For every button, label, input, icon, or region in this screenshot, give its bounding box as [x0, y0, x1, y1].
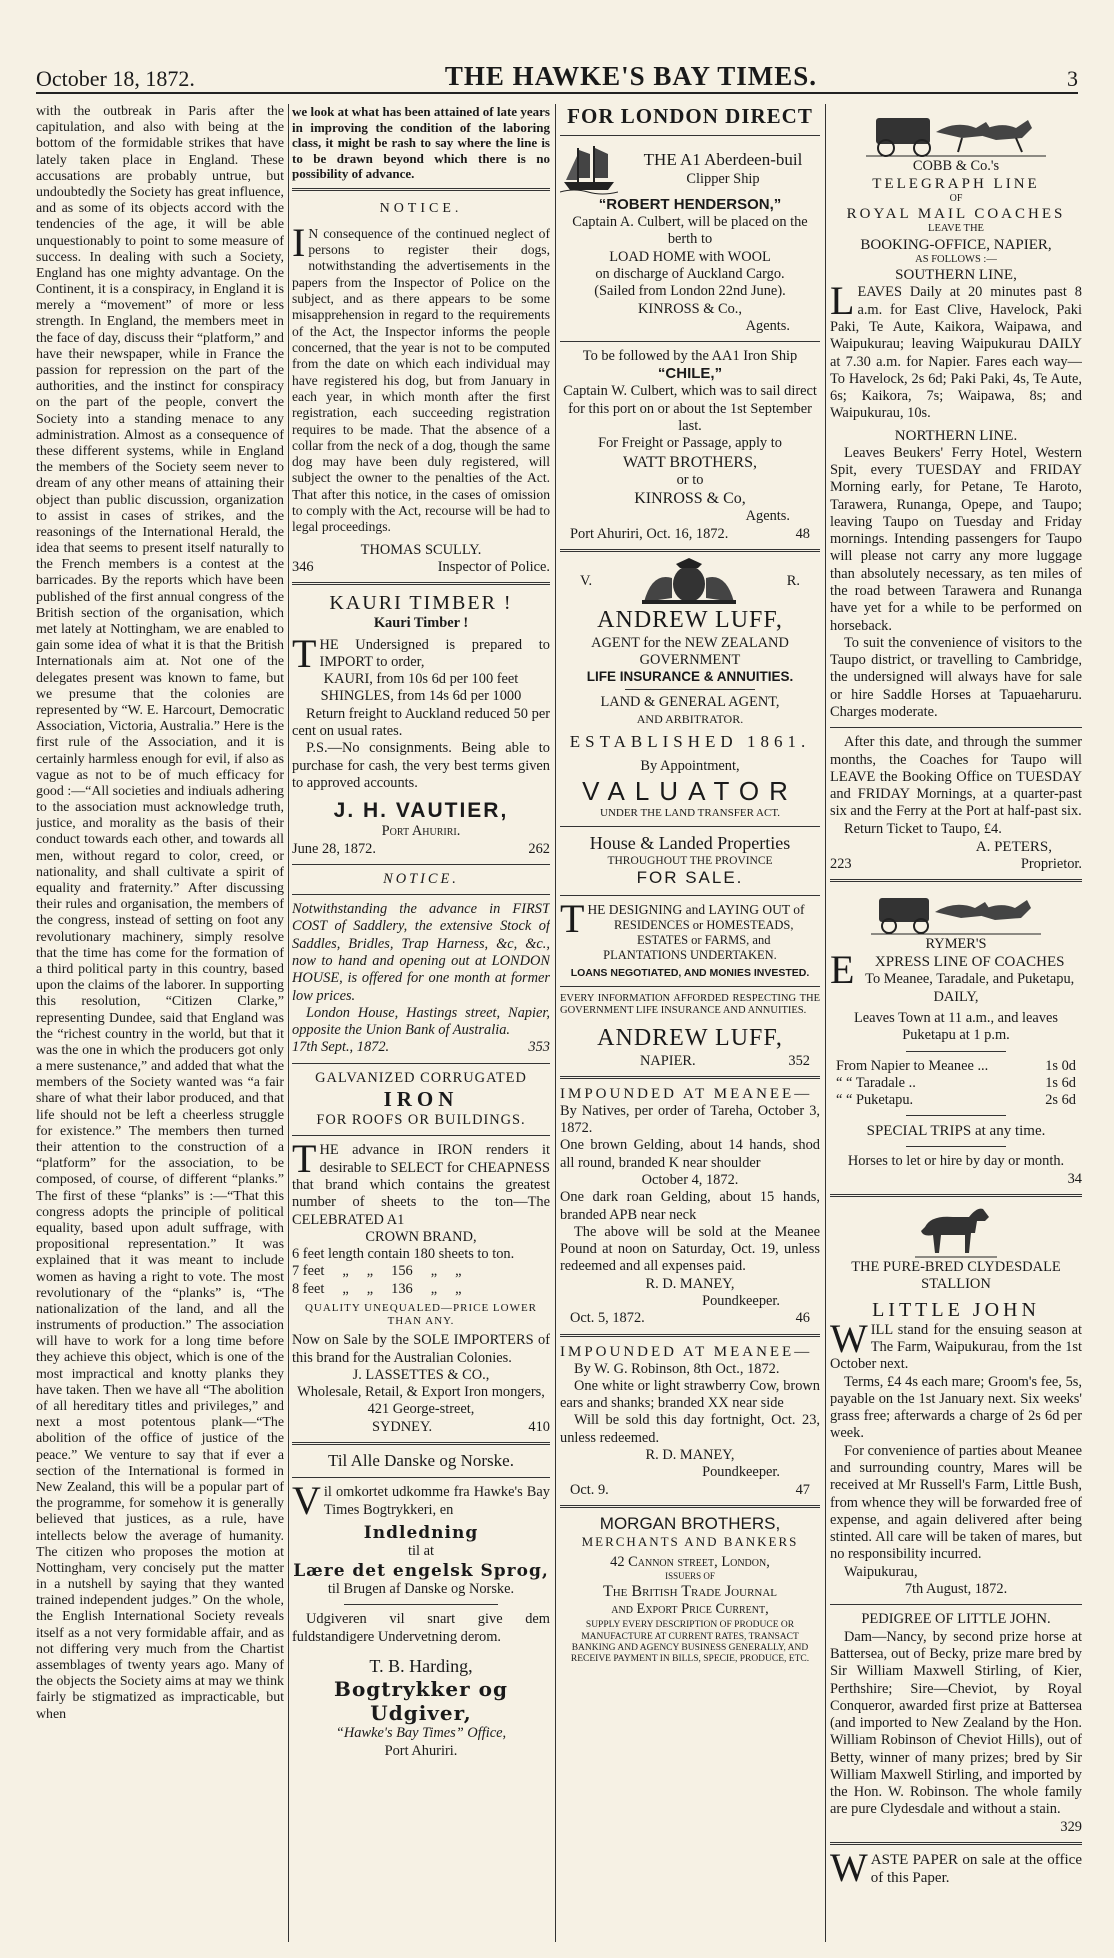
ad-number: 346 [292, 558, 314, 575]
divider [292, 188, 550, 191]
pedigree-heading: PEDIGREE OF LITTLE JOHN. [861, 1611, 1051, 1628]
issue-date: October 18, 1872. [36, 66, 195, 91]
ad-heading: TELEGRAPH LINE [872, 176, 1040, 193]
divider [560, 826, 820, 827]
ad-number: 47 [795, 1481, 810, 1498]
agent-line: RESIDENCES or HOMESTEADS, ESTATES or FARMS, and [613, 918, 794, 948]
notice-body: Udgiveren vil snart give dem fuldstandigere Undervetning derom. [292, 1611, 550, 1645]
printer-name: T. B. Harding, [369, 1655, 473, 1676]
agent-line: AND ARBITRATOR. [636, 711, 744, 726]
ad-address: 42 Cannon street, London, [610, 1553, 770, 1570]
ship-class: Clipper Ship [686, 170, 760, 187]
column-4 [830, 104, 1082, 1942]
ad-subheading: Kauri Timber ! [373, 615, 469, 632]
route-heading: NORTHERN LINE. [894, 427, 1018, 444]
ad-heading: BOOKING-OFFICE, NAPIER, [860, 236, 1052, 253]
notice-signatory: R. D. MANEY, [645, 1275, 735, 1292]
ad-line: FOR ROOFS OR BUILDINGS. [316, 1112, 526, 1129]
ad-number: 48 [795, 525, 810, 542]
ad-line: LEAVE THE [928, 223, 984, 235]
cobb-coaches-ad [830, 106, 1082, 873]
ship-line: (Sailed from London 22nd June). [594, 283, 786, 300]
notice-signatory: R. D. MANEY, [645, 1446, 735, 1463]
ad-number: 410 [528, 1418, 550, 1435]
divider [560, 341, 820, 342]
notice-line: til Brugen af Danske og Norske. [327, 1581, 515, 1597]
valuator-heading: VALUATOR [582, 775, 798, 806]
advertiser-name: J. LASSETTES & CO., [352, 1366, 490, 1383]
divider [560, 1076, 820, 1079]
notice-date: 17th Sept., 1872. [292, 1039, 390, 1056]
ad-number: 352 [788, 1052, 810, 1069]
notice-line: October 4, 1872. [641, 1172, 739, 1188]
iron-ad [292, 1070, 550, 1436]
rymers-coaches-ad [830, 888, 1082, 1188]
advertiser-name: J. H. VAUTIER, [333, 799, 509, 823]
ship-intro: THE A1 Aberdeen-buil [643, 150, 803, 170]
divider [292, 582, 550, 585]
route-heading: SOUTHERN LINE, [895, 267, 1017, 284]
divider [292, 1442, 550, 1445]
ship-line: LOAD HOME with WOOL [609, 248, 771, 265]
fare-row: “ “ Taradale .. 1s 6d [836, 1074, 1076, 1091]
notice-line: One brown Gelding, about 14 hands, shod all round, branded K near shoulder [560, 1137, 820, 1171]
notice-line: The above will be sold at the Meanee Pound at noon on Saturday, Oct. 19, unless redeemed and all expenses paid. [560, 1223, 820, 1275]
ad-line: The British Trade Journal [602, 1582, 778, 1600]
divider [625, 689, 755, 690]
advertiser-name: ANDREW LUFF, [597, 1024, 783, 1051]
ad-body: SUPPLY EVERY DESCRIPTION OF PRODUCE OR MANUFACTURE AT CURRENT RATES, TRANSACT BANKING AND AGENCY BUSINESS GENERALLY, AND RECEIVE PAYMENT IN BILLS, SPECIE, PRODUCE, ETC. [570, 1620, 810, 1665]
agent-line: LOANS NEGOTIATED, AND MONIES INVESTED. [570, 967, 810, 980]
notice-title: Indledning [363, 1522, 479, 1543]
article-end: we look at what has been attained of late years in improving the condition of the laboring class, it might be rash to say where the line is to be drawn beyond which there is no possibility of advance. [292, 104, 550, 182]
advertiser-name: ANDREW LUFF, [597, 606, 783, 633]
table-row: 8 feet „ „ 136 „ „ [292, 1280, 462, 1297]
column-1 [36, 104, 284, 1942]
masthead [36, 52, 1078, 94]
notice-title: Lære det engelsk Sprog, [293, 1560, 549, 1581]
notice-heading: NOTICE. [383, 870, 459, 887]
proprietor-name: A. PETERS, [975, 838, 1052, 855]
divider [906, 1115, 1007, 1116]
divider [560, 895, 820, 896]
horse-icon [911, 1203, 1001, 1259]
royal-crest-icon [634, 558, 744, 606]
ad-heading: House & Landed Properties [589, 833, 791, 854]
notice-date: Oct. 9. [570, 1481, 609, 1498]
quality-line: QUALITY UNEQUALED—PRICE LOWER THAN ANY. [304, 1301, 538, 1328]
fare-row: From Napier to Meanee ... 1s 0d [836, 1057, 1076, 1074]
agent-line: THE DESIGNING and LAYING OUT of [560, 895, 805, 941]
divider [830, 1604, 1082, 1605]
notice-date: Oct. 5, 1872. [570, 1310, 645, 1327]
divider [830, 1194, 1082, 1197]
column-divider [288, 104, 289, 1942]
ad-line: Horses to let or hire by day or month. [847, 1153, 1065, 1170]
divider [560, 1505, 820, 1508]
agent-line: THROUGHOUT THE PROVINCE [607, 854, 773, 867]
notice-intro: Vil omkortet udkomme fra Hawke's Bay Times Bogtrykkeri, en [292, 1478, 550, 1524]
ad-date: June 28, 1872. [292, 840, 376, 857]
agent-name: WATT BROTHERS, [623, 453, 757, 471]
ad-body: THE advance in IRON renders it desirable to SELECT for CHEAPNESS that brand which contains the greatest number of sheets to the ton—The CELEBRATED A1 [292, 1136, 550, 1228]
royal-initial: R. [786, 573, 800, 590]
ad-body: Terms, £4 4s each mare; Groom's fee, 5s, payable on the 1st January next. Six weeks' grass free; afterwards a charge of 2s 6d per week. [830, 1373, 1082, 1442]
notice-heading: Til Alle Danske og Norske. [328, 1450, 514, 1470]
impounded-notice-2 [560, 1343, 820, 1499]
signatory-role: Poundkeeper. [702, 1292, 780, 1309]
notice-body: IN consequence of the continued neglect of persons to register their dogs, notwithstanding the advertisements in the papers from the Inspector of Police on the subject, and as there appears to be some misapprehension in regard to the requirements of the Act, the Inspector informs the people concerned, that the year is not to be computed from the date on which each individual may have registered his dog, but from January in each year, in which month after the first registration, each succeeding registration requires to be made. That the absence of a collar from the neck of a dog, though the same dog may have been duly registered, will subject the owner to the penalties of the Act. That after this notice, in the cases of omission to comply with the Act, recourse will be had to legal proceedings. [292, 219, 550, 535]
divider [292, 1063, 550, 1064]
notice-body: Notwithstanding the advance in FIRST COST of Saddlery, the extensive Stock of Saddles, Bridles, Trap Harness, &c, &c., now to hand and opening out at LONDON HOUSE, is offered for one month at former low prices. [292, 901, 550, 1004]
ad-intro: THE Undersigned is prepared to IMPORT to order, [292, 630, 550, 676]
ship-body: Captain A. Culbert, will be placed on the berth to [572, 214, 808, 248]
stallion-name: LITTLE JOHN [872, 1298, 1040, 1321]
ad-body: Return freight to Auckland reduced 50 per cent on usual rates. [292, 705, 550, 739]
page-number: 3 [1066, 66, 1078, 91]
advertiser-place: Port Ahuriri. [381, 823, 461, 840]
ad-line: OF [949, 193, 963, 205]
agent-line: EVERY INFORMATION AFFORDED RESPECTING THE GOVERNMENT LIFE INSURANCE AND ANNUITIES. [560, 992, 820, 1017]
printer-title: Bogtrykker og Udgiver, [334, 1677, 508, 1726]
column-divider [555, 104, 556, 1942]
advertiser-address: Wholesale, Retail, & Export Iron mongers, 421 George-street, [297, 1384, 545, 1418]
price-line: KAURI, from 10s 6d per 100 feet [323, 671, 519, 688]
agent-name: KINROSS & Co., [638, 300, 742, 317]
divider [830, 727, 1082, 728]
little-john-ad [830, 1203, 1082, 1836]
column-3 [560, 104, 820, 1942]
ad-heading: THE PURE-BRED CLYDESDALE STALLION [851, 1259, 1061, 1293]
table-row: 6 feet length contain 180 sheets to ton. [292, 1246, 515, 1263]
ship-name: “ROBERT HENDERSON,” [598, 196, 782, 214]
pedigree-body: Dam—Nancy, by second prize horse at Battersea, out of Becky, prize mare bred by Sir William Maxwell Stirling, of Kier, Perthshire; Sire—Cheviot, by Royal Conqueror, awarded first prize at Battersea (and imported to New Zealand by the Hon. William Robinson of Cheviot Hills), out of Betty, winner of many prizes; bred by Sir William Maxwell Stirling, and imported by the Hon. W. Robinson. The whole family are pure Clydesdale and without a stain. [830, 1628, 1082, 1818]
ad-number: 46 [795, 1310, 810, 1327]
brand-name: CROWN BRAND, [365, 1228, 477, 1245]
divider [906, 1051, 1007, 1052]
signatory-role: Inspector of Police. [437, 558, 550, 575]
ship-name: “CHILE,” [657, 365, 723, 383]
waste-paper-notice: WASTE PAPER on sale at the office of this Paper. [830, 1845, 1082, 1891]
ad-number: 262 [528, 840, 550, 857]
divider [560, 1334, 820, 1337]
sale-line: Now on Sale by the SOLE IMPORTERS of this brand for the Australian Colonies. [292, 1332, 550, 1366]
divider [344, 1604, 499, 1605]
divider [906, 1146, 1007, 1147]
ship-line: For Freight or Passage, apply to [598, 435, 782, 452]
ad-line: AS FOLLOWS :— [915, 253, 997, 265]
notice-heading: NOTICE. [379, 200, 463, 216]
notice-line: One dark roan Gelding, about 15 hands, branded APB near neck [560, 1189, 820, 1223]
divider [560, 549, 820, 552]
ad-heading: FOR LONDON DIRECT [567, 104, 813, 128]
agent-role: Agents. [745, 317, 790, 334]
route-line: Return Ticket to Taupo, £4. [844, 820, 1002, 837]
ad-postscript: P.S.—No consignments. Being able to purchase for cash, the very best terms given to approved accounts. [292, 740, 550, 791]
established-line: ESTABLISHED 1861. [569, 732, 811, 751]
agent-name: KINROSS & Co, [634, 490, 746, 508]
article-text: with the outbreak in Paris after the capitulation, and also with being at the bottom of the formidable strikes that have lately taken place in England. These accusations are probably untrue, but undoubtedly the Society has great influence, and as some of its objects accord with the tendencies of the age, it will be able unquestionably to point to some measure of success. In dealing with such a Society, England has one mighty advantage. On the Continent, it is a conspiracy, in England it is merely a “movement” of more or less strength. In England, the members meet in the face of day, discuss their “platform,” and have their newspaper, while in France the passion for repression on the part of the authorities, and the instinct for conspiracy on the part of the people, convert the Society into a standing menace to any administration. Almost as a consequence of these different systems, while in England the members of the Society seem never to dream of any other means of attaining their object than public discussion, organization to assist in cases of strikes, and the reasonings of the International Herald, the idea that seems to present itself naturally to the French members is a contest at the barricades. By the reports which have been published of the first annual congress of the British section of the organisation, which met lately at Nottingham, we are enabled to gain some idea of what it is that the British Internationals aim at. Not one of the delegates present was known to fame, but we presume that the colonies are represented by “W. E. Harcourt, Democratic Association, Victoria, Australia.” Here is the first rule of the Association, and it is certainly harmless enough for evil, if also as vague as not to be of much efficacy for good :—“All societies and indiuals adhering to the association must acknowledge truth, justice, and morality as the basis of their conduct towards each other, and towards all men, without regard to color, creed, or nationality, and shall cultivate a spirit of equality and fraternity.” After discussing their rules and organisation, the members of the congress, instead of setting on foot any revolutionary machinery, simply resolve that the time has come for the formation of a third political party in this country, based upon the claims of the laborer. In supporting this resolution, “Citizen Clarke,” representing Dundee, said that England was the “richest country in the world, but that it was the one in which the producers got only a mere sustenance,” and added that what the members of the Society wanted was “a fair share of what their labor produced, and that life should not be left a cheerless struggle for existence.” The members then turned their attention to the construction of a “platform” for the association, to be composed, of course, of different “planks.” The first of these “planks” is :—“That this congress adopts the principle of political equality, based upon adult suffrage, with propositional representation.” It was explained that it was meant to include women as having a right to vote. The most revolutionary of the “planks” is, “The nationalization of the land, and all the instruments of production.” The association will have to work for a long time before they achieve this object, which is one of the most impractical and knotty planks they have taken. Then we have all “The abolition of all hereditary titles and privileges,” and next a most potentous plank—“The abolition of the office of justice of the peace.” We venture to say that if ever a section of the International is formed in New Zealand, this will be a popular part of the programme, for somehow it is generally believed that justices, as a rule, have intellects below the average of humanity. The citizen who proposes the motion at Nottingham, very concisely put the matter in a nutshell by saying that they wanted trained independent judges.” On the whole, the English International Society reveals itself as a not very formidable affair, and as not differing very much from the Chartist assemblages of twenty years ago. Many of the objects the Society aims at may we think fairly be stigmatized as impracticable, but when [36, 104, 284, 1722]
ad-number: 34 [1067, 1170, 1082, 1187]
newspaper-title: THE HAWKE'S BAY TIMES. [444, 61, 817, 91]
company-name: COBB & Co.'s [912, 158, 1000, 174]
ad-line: GALVANIZED CORRUGATED [315, 1069, 527, 1086]
ad-heading: EXPRESS LINE OF COACHES [830, 947, 1065, 993]
signatory-role: Poundkeeper. [702, 1464, 780, 1481]
route-body: Leaves Beukers' Ferry Hotel, Western Spit, every TUESDAY and FRIDAY Morning early, for Petane, Te Haroto, Tarawera, Runanga, Opepe, and Taupo; leaving Taupo on Tuesday and Friday mornings. Intending passengers for Taupo will please not carry any more luggage than absolutely necessary, as ten miles of the road between Tarawera and Runanga have yet for a while to be performed on horseback. [830, 444, 1082, 634]
divider [292, 1477, 550, 1478]
stagecoach-icon [866, 106, 1046, 158]
divider [560, 135, 820, 136]
ship-line: or to [676, 471, 704, 488]
ad-body: WILL stand for the ensuing season at The Farm, Waipukurau, from the 1st October next. [830, 1315, 1082, 1373]
ad-date: 7th August, 1872. [904, 1581, 1008, 1597]
ship-body: Captain W. Culbert, which was to sail direct for this port on or about the 1st September last. [563, 383, 817, 434]
divider [292, 894, 550, 895]
royal-initial: V. [580, 573, 593, 590]
ad-line: To Meanee, Taradale, and Puketapu, DAILY, [865, 971, 1075, 1005]
impounded-notice-1 [560, 1085, 820, 1328]
notice-heading: IMPOUNDED AT MEANEE— [560, 1085, 813, 1102]
dog-registration-notice [292, 201, 550, 576]
agent-line: LIFE INSURANCE & ANNUITIES. [586, 669, 794, 685]
agent-line: AGENT for the NEW ZEALAND GOVERNMENT [591, 634, 789, 668]
route-body: After this date, and through the summer months, the Coaches for Taupo will LEAVE the Booking Office on TUESDAY and FRIDAY Mornings, at a quarter-past six and the Ferry at the Port at half-past six. [830, 734, 1082, 820]
route-body: To suit the convenience of visitors to the Taupo district, or travelling to Cambridge, the undersigned will always have for sale or hire Saddle Horses at Tapuaeharuru. Charges moderate. [830, 634, 1082, 720]
company-name: RYMER'S [925, 936, 987, 953]
divider [292, 864, 550, 865]
ad-date: Port Ahuriri, Oct. 16, 1872. [570, 525, 729, 542]
notice-line: til at [408, 1543, 434, 1560]
kauri-timber-ad [292, 591, 550, 858]
proprietor-role: Proprietor. [1020, 855, 1082, 872]
table-row: 7 feet „ „ 156 „ „ [292, 1263, 462, 1280]
notice-heading: IMPOUNDED AT MEANEE— [560, 1343, 813, 1360]
agent-line: UNDER THE LAND TRANSFER ACT. [600, 806, 780, 819]
advertiser-city: SYDNEY. [372, 1418, 433, 1435]
ad-number: 329 [1060, 1818, 1082, 1835]
notice-line: Will be sold this day fortnight, Oct. 23, unless redeemed. [560, 1412, 820, 1446]
price-line: SHINGLES, from 14s 6d per 1000 [320, 688, 522, 705]
shipping-ad [560, 104, 820, 543]
stagecoach-icon [871, 888, 1041, 936]
agent-line: PLANTATIONS UNDERTAKEN. [603, 948, 777, 963]
ad-heading: IRON [383, 1086, 459, 1111]
ad-number: 223 [830, 855, 852, 872]
agent-line: LAND & GENERAL AGENT, [600, 694, 780, 711]
divider [560, 986, 820, 987]
ad-body: For convenience of parties about Meanee and surrounding country, Mares will be received at Mr Russell's Farm, Little Bush, from whence they will be forwarded free of expense, and again delivered after being stinted. All care will be taken of mares, but no responsibility incurred. [830, 1442, 1082, 1563]
ship-line: on discharge of Auckland Cargo. [595, 266, 785, 283]
divider [830, 879, 1082, 882]
route-body: LEAVES Daily at 20 minutes past 8 a.m. for East Clive, Havelock, Paki Paki, Te Aute, Kaikora, Waipawa, and Waipukurau; leaving Waipukurau DAILY at 7.30 a.m. for Napier. Fares each way—To Havelock, 2s 6d; Paki Paki, 4s, Te Aute, 6s; Kaikora, 7s; Waipawa, 8s; and Waipukurau, 10s. [830, 278, 1082, 422]
fare-row: “ “ Puketapu. 2s 6d [836, 1092, 1076, 1109]
ad-heading: FOR SALE. [636, 868, 744, 888]
ship-line: To be followed by the AA1 Iron Ship [582, 348, 798, 365]
printer-place: Port Ahuriri. [384, 1742, 458, 1759]
morgan-brothers-ad [560, 1514, 820, 1666]
advertiser-place: NAPIER. [640, 1052, 696, 1069]
agent-role: Agents. [745, 508, 790, 525]
danish-notice [292, 1451, 550, 1760]
column-2 [292, 104, 550, 1942]
column-divider [825, 104, 826, 1942]
agent-line: By Appointment, [640, 758, 740, 775]
saddlery-notice [292, 871, 550, 1057]
divider [292, 1135, 550, 1136]
ad-line: SPECIAL TRIPS at any time. [866, 1123, 1046, 1140]
printer-office: “Hawke's Bay Times” Office, [335, 1725, 507, 1742]
notice-address: London House, Hastings street, Napier, opposite the Union Bank of Australia. [292, 1004, 550, 1039]
ad-line: ISSUERS OF [665, 1571, 715, 1582]
notice-line: One white or light strawberry Cow, brown ears and shanks; branded XX near side [560, 1377, 820, 1412]
ad-heading: ROYAL MAIL COACHES [846, 206, 1066, 223]
ad-number: 353 [528, 1039, 550, 1056]
andrew-luff-ad [560, 558, 820, 1070]
ad-line: and Export Price Current, [611, 1601, 769, 1618]
ad-heading: MORGAN BROTHERS, [599, 1513, 781, 1533]
notice-signatory: THOMAS SCULLY. [360, 541, 482, 558]
ad-heading: KAURI TIMBER ! [329, 592, 513, 615]
notice-line: By Natives, per order of Tareha, October 3, 1872. [560, 1102, 820, 1137]
notice-line: By W. G. Robinson, 8th Oct., 1872. [574, 1360, 780, 1377]
ad-subheading: MERCHANTS AND BANKERS [581, 1534, 799, 1550]
ad-place: Waipukurau, [844, 1563, 918, 1580]
ship-icon [560, 142, 618, 196]
ad-line: Leaves Town at 11 a.m., and leaves Puketapu at 1 p.m. [854, 1010, 1058, 1044]
